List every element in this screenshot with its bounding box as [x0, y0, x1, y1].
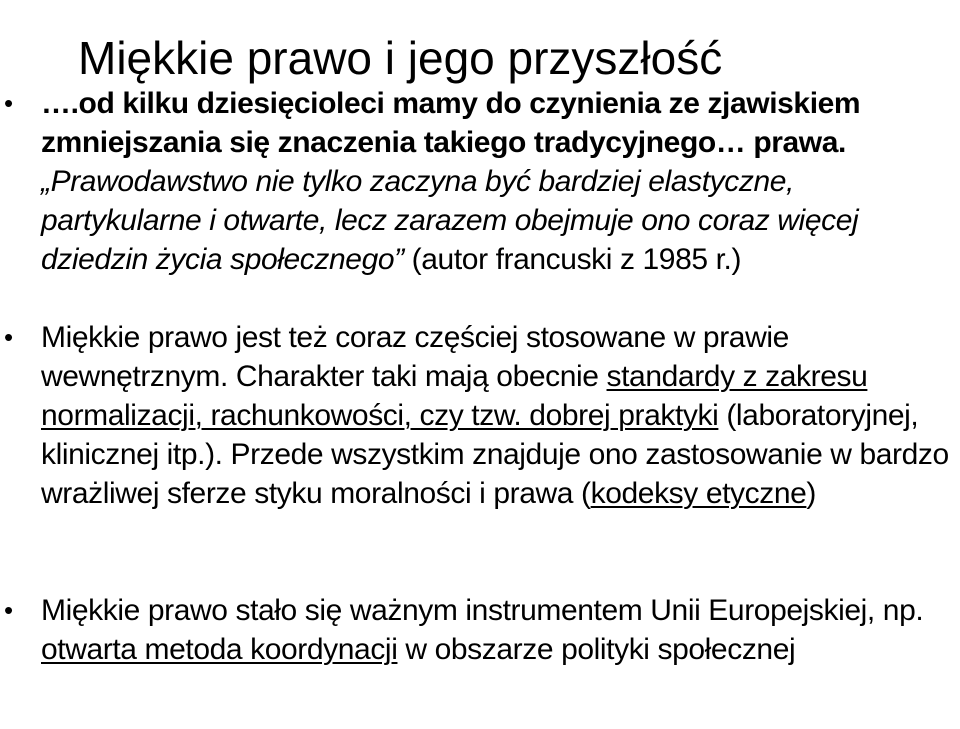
bullet-3-link-open-method[interactable]: otwarta metoda koordynacji: [41, 633, 398, 666]
bullet-2-text-b: (laboratoryjnej, klinicznej itp.). Przede wszystkim znajduje ono zastosowanie w bardzo wrażliwej sferze styku moralności i prawa (: [41, 399, 949, 510]
slide-title: Miękkie prawo i jego przyszłość: [78, 31, 723, 84]
bullet-1-attribution: (autor francuski z 1985 r.): [403, 243, 742, 276]
bullet-dot-icon: •: [4, 88, 13, 118]
bullet-2-text-c: ): [806, 477, 816, 510]
bullet-1-italic-quote: „Prawodawstwo nie tylko zaczyna być bardziej elastyczne, partykularne i otwarte, lecz zarazem obejmuje ono coraz więcej dziedzin życia społecznego”: [41, 165, 859, 276]
bullet-dot-icon: •: [4, 322, 13, 352]
bullet-2-link-standards[interactable]: standardy z zakresu normalizacji, rachunkowości, czy tzw. dobrej praktyki: [41, 360, 868, 432]
bullet-item-1: [0, 84, 960, 318]
bullet-item-2: [0, 318, 960, 591]
bullet-dot-icon: •: [4, 595, 13, 625]
bullet-3-text-b: w obszarze polityki społecznej: [397, 633, 796, 666]
bullet-item-3: [0, 591, 960, 708]
bullet-3-text-a: Miękkie prawo stało się ważnym instrumentem Unii Europejskiej, np.: [41, 594, 924, 627]
bullet-2-link-ethics-codes[interactable]: kodeksy etyczne: [590, 477, 807, 510]
bullet-list: [0, 84, 960, 708]
bullet-1-bold-text: ….od kilku dziesięcioleci mamy do czynienia ze zjawiskiem zmniejszania się znaczenia takiego tradycyjnego… prawa.: [41, 87, 861, 159]
bullet-2-text-a: Miękkie prawo jest też coraz częściej stosowane w prawie wewnętrznym. Charakter taki mają obecnie: [41, 321, 789, 393]
